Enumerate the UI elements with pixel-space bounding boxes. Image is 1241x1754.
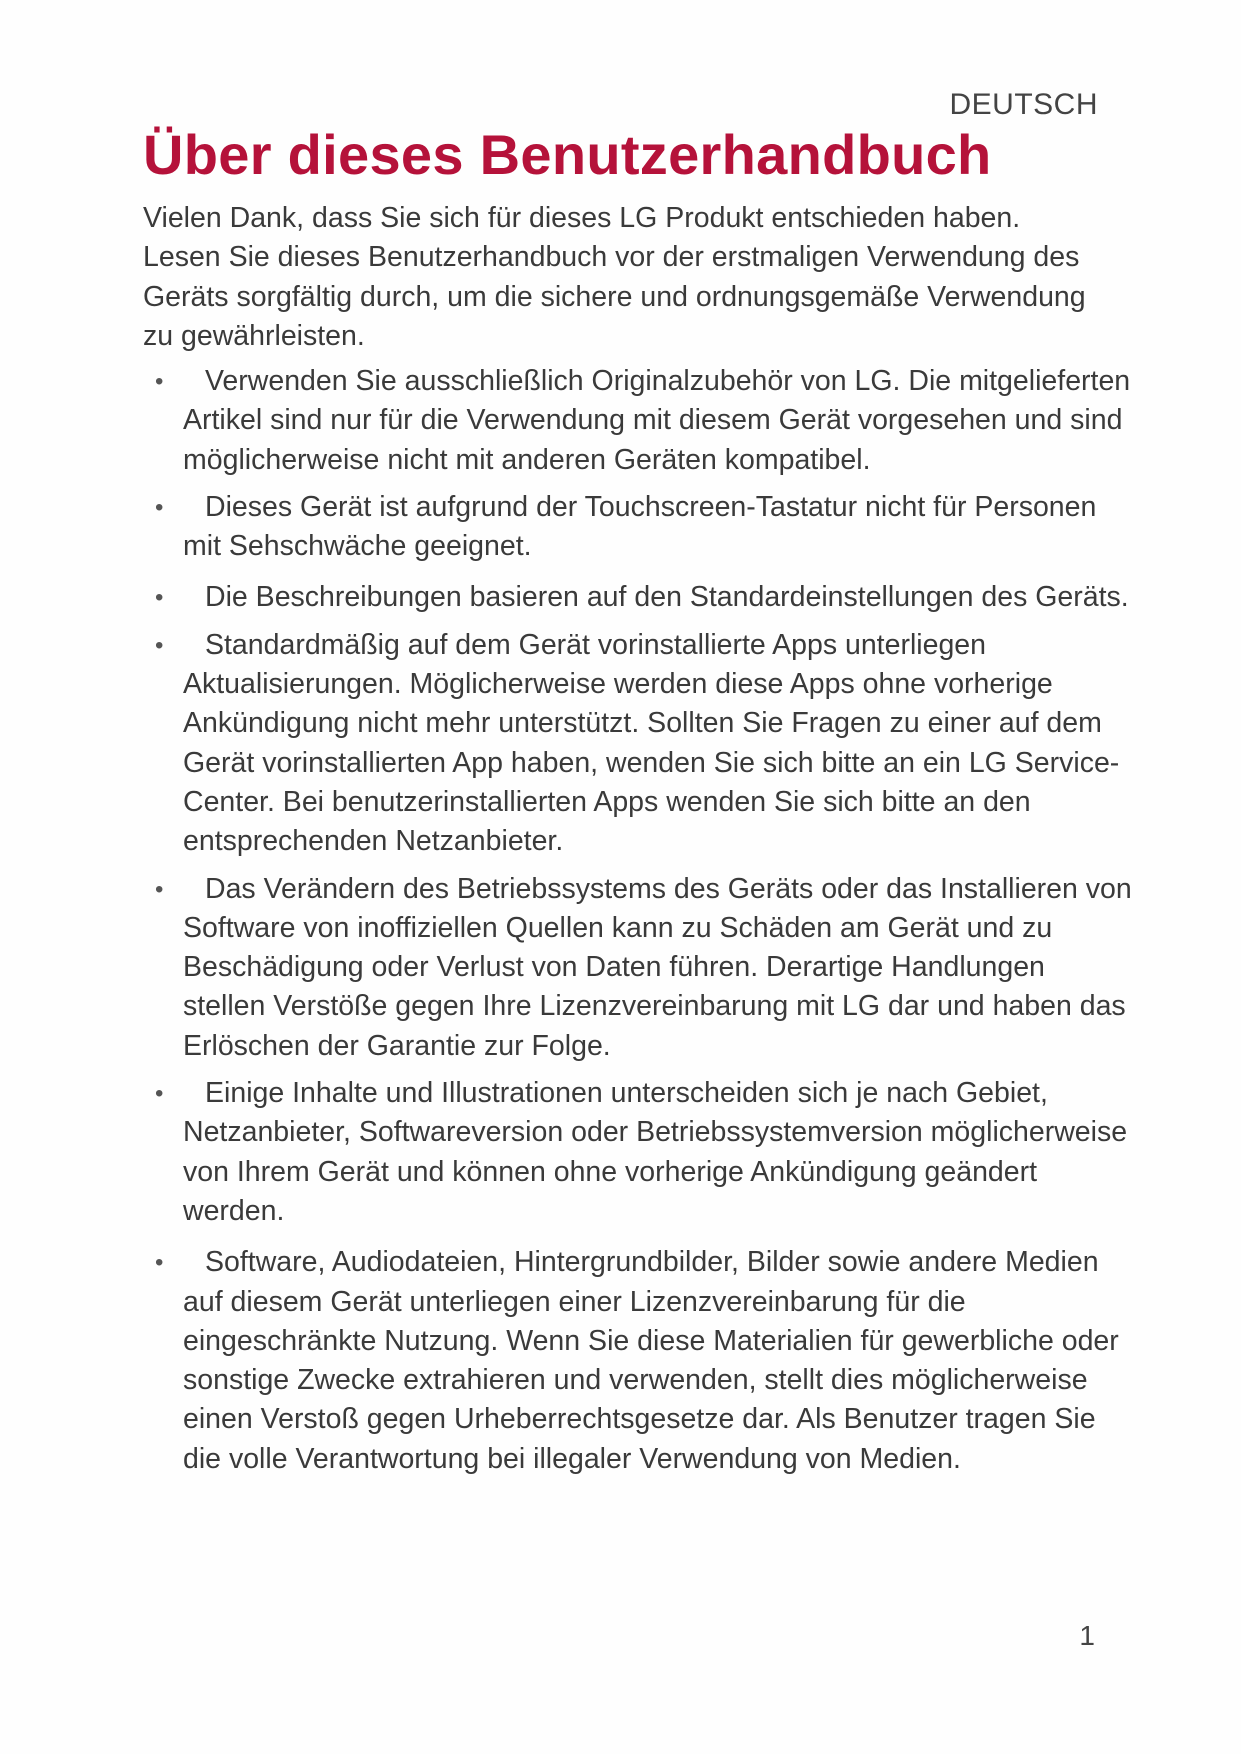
list-item [143, 362, 1133, 480]
notice-list [143, 362, 1133, 1479]
list-item-text: Software, Audiodateien, Hintergrundbilder, Bilder sowie andere Medien auf diesem Gerät unterliegen einer Lizenzvereinbarung für die eingeschränkte Nutzung. Wenn Sie diese Materialien für gewerbliche oder sonstige Zwecke extrahieren und verwenden, stellt dies möglicherweise einen Verstoß gegen Urheberrechtsgesetze dar. Als Benutzer tragen Sie die volle Verantwortung bei illegaler Verwendung von Medien. [183, 1246, 1119, 1475]
list-item [143, 870, 1133, 1066]
bullet-icon: • [155, 368, 164, 395]
language-label: DEUTSCH [949, 88, 1098, 121]
list-item [143, 578, 1133, 617]
bullet-icon: • [155, 584, 164, 612]
bullet-icon: • [155, 875, 164, 903]
list-item-text: Verwenden Sie ausschließlich Originalzubehör von LG. Die mitgelieferten Artikel sind nur für die Verwendung mit diesem Gerät vorgesehen und sind möglicherweise nicht mit anderen Geräten kompatibel. [183, 365, 1131, 476]
bullet-icon: • [155, 1249, 164, 1277]
list-item-text: Einige Inhalte und Illustrationen unterscheiden sich je nach Gebiet, Netzanbieter, Softwareversion oder Betriebssystemversion möglicherweise von Ihrem Gerät und können ohne vorherige Ankündigung geändert werden. [183, 1077, 1128, 1227]
list-item-text: Dieses Gerät ist aufgrund der Touchscreen-Tastatur nicht für Personen mit Sehschwäche geeignet. [183, 490, 1097, 563]
intro-paragraph: Vielen Dank, dass Sie sich für dieses LG Produkt entschieden haben. Lesen Sie dieses Benutzerhandbuch vor der erstmaligen Verwendung des Geräts sorgfältig durch, um die sichere und ordnungsgemäße Verwendung zu gewährleisten. [143, 202, 1086, 352]
list-item-text: Standardmäßig auf dem Gerät vorinstallierte Apps unterliegen Aktualisierungen. Möglicherweise werden diese Apps ohne vorherige Ankündigung nicht mehr unterstützt. Sollten Sie Fragen zu einer auf dem Gerät vorinstallierten App haben, wenden Sie sich bitte an ein LG Service-Center. Bei benutzerinstallierten Apps wenden Sie sich bitte an den entsprechenden Netzanbieter. [183, 628, 1120, 858]
bullet-icon: • [155, 631, 164, 659]
bullet-icon: • [155, 1080, 164, 1108]
bullet-icon: • [155, 493, 164, 521]
list-item [143, 488, 1133, 567]
list-item [143, 626, 1133, 862]
page-number: 1 [1079, 1620, 1095, 1651]
list-item [143, 1074, 1133, 1231]
list-item [143, 1243, 1133, 1479]
page-title: Über dieses Benutzerhandbuch [143, 123, 992, 186]
list-item-text: Die Beschreibungen basieren auf den Standardeinstellungen des Geräts. [205, 581, 1129, 614]
list-item-text: Das Verändern des Betriebssystems des Geräts oder das Installieren von Software von inoffiziellen Quellen kann zu Schäden am Gerät und zu Beschädigung oder Verlust von Daten führen. Derartige Handlungen stellen Verstöße gegen Ihre Lizenzvereinbarung mit LG dar und haben das Erlöschen der Garantie zur Folge. [183, 872, 1132, 1062]
